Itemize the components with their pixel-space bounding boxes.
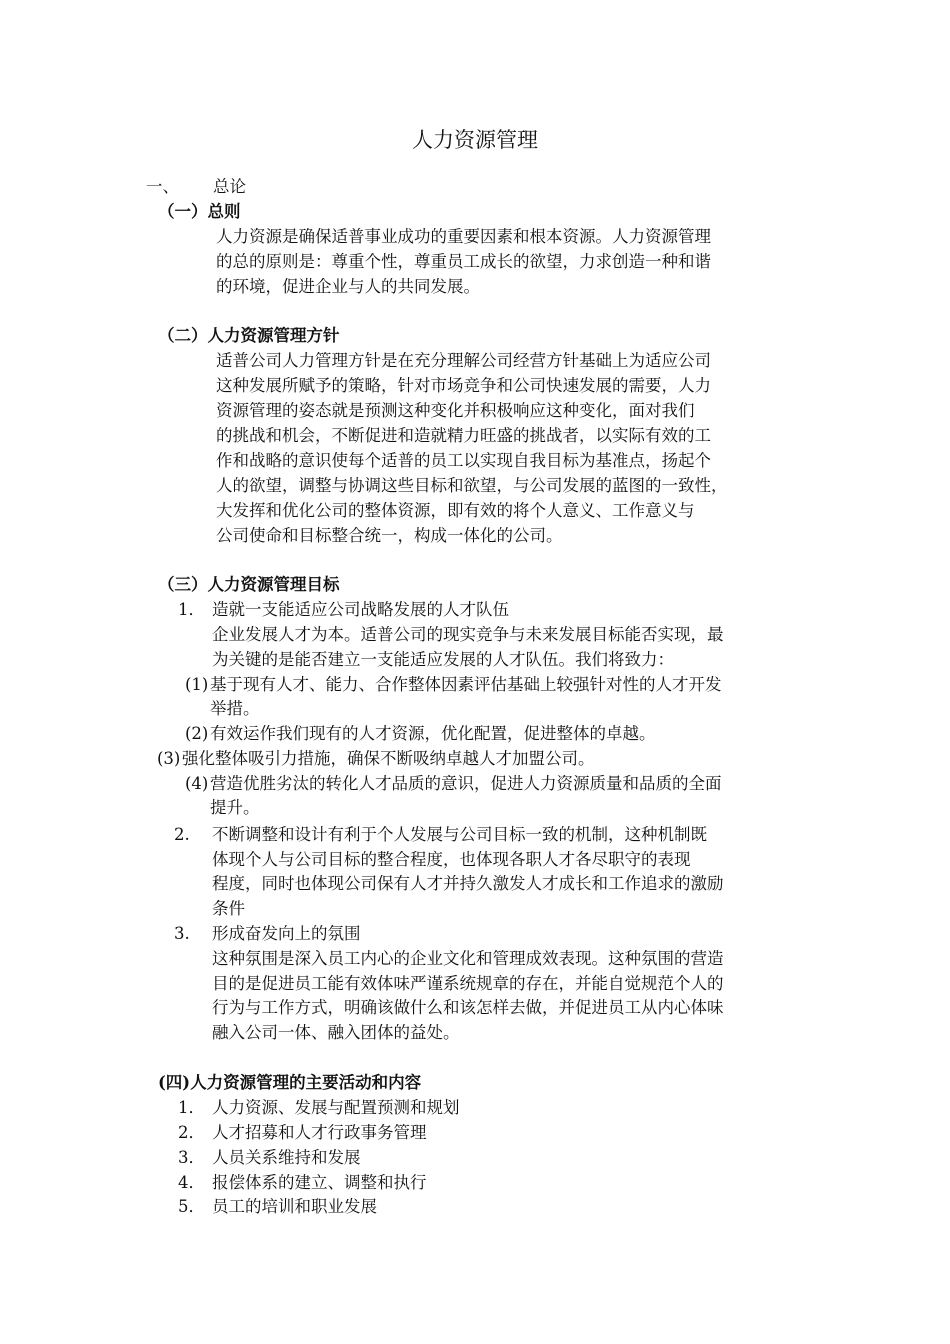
activity-4-text: 报偿体系的建立、调整和执行 [212, 1173, 427, 1192]
goal-3-line-2: 目的是促进员工能有效体味严谨系统规章的存在，并能自觉规范个人的 [212, 974, 724, 993]
policy-line-2: 这种发展所赋予的策略，针对市场竞争和公司快速发展的需要，人力 [216, 376, 711, 395]
goals-heading: （三）人力资源管理目标 [158, 575, 340, 594]
goal-1-sub-4-line-1: 营造优胜劣汰的转化人才品质的意识，促进人力资源质量和品质的全面 [210, 774, 722, 793]
activity-2-text: 人才招募和人才行政事务管理 [212, 1123, 427, 1142]
policy-line-4: 的挑战和机会，不断促进和造就精力旺盛的挑战者，以实际有效的工 [216, 426, 711, 445]
goal-1-sub-1-number: (1) [185, 675, 209, 694]
general-line-1: 人力资源是确保适普事业成功的重要因素和根本资源。人力资源管理 [216, 227, 711, 246]
activity-1-number: 1． [178, 1098, 205, 1117]
general-heading: （一）总则 [158, 202, 241, 221]
section-number: 一、 [146, 177, 179, 196]
policy-line-8: 公司使命和目标整合统一，构成一体化的公司。 [216, 526, 563, 545]
goal-1-sub-1-line-2: 举措。 [210, 699, 260, 718]
activity-1-text: 人力资源、发展与配置预测和规划 [212, 1098, 460, 1117]
policy-line-5: 作和战略的意识使每个适普的员工以实现自我目标为基准点，扬起个 [216, 451, 711, 470]
goal-2-line-2: 体现个人与公司目标的整合程度，也体现各职人才各尽职守的表现 [212, 850, 691, 869]
goal-2-number: 2. [174, 825, 190, 844]
goal-1-title: 造就一支能适应公司战略发展的人才队伍 [212, 600, 509, 619]
goal-2-line-4: 条件 [212, 899, 245, 918]
goal-1-sub-3-line-1: 强化整体吸引力措施，确保不断吸纳卓越人才加盟公司。 [182, 749, 595, 768]
goal-1-line-1: 企业发展人才为本。适普公司的现实竞争与未来发展目标能否实现，最 [212, 625, 724, 644]
goal-1-sub-4-number: (4) [185, 774, 209, 793]
activity-5-text: 员工的培训和职业发展 [212, 1197, 377, 1216]
goal-1-line-2: 为关键的是能否建立一支能适应发展的人才队伍。我们将致力： [212, 650, 674, 669]
policy-line-7: 大发挥和优化公司的整体资源，即有效的将个人意义、工作意义与 [216, 501, 695, 520]
activity-5-number: 5． [178, 1197, 205, 1216]
activities-heading: (四)人力资源管理的主要活动和内容 [158, 1073, 422, 1092]
policy-line-3: 资源管理的姿态就是预测这种变化并积极响应这种变化，面对我们 [216, 401, 695, 420]
goal-1-sub-1-line-1: 基于现有人才、能力、合作整体因素评估基础上较强针对性的人才开发 [210, 675, 722, 694]
policy-line-6: 人的欲望，调整与协调这些目标和欲望，与公司发展的蓝图的一致性， [216, 476, 728, 495]
goal-1-sub-2-number: (2) [185, 724, 209, 743]
goal-3-title: 形成奋发向上的氛围 [212, 924, 361, 943]
policy-line-1: 适普公司人力管理方针是在充分理解公司经营方针基础上为适应公司 [216, 351, 711, 370]
goal-1-sub-4-line-2: 提升。 [210, 798, 260, 817]
goal-3-number: 3. [174, 924, 190, 943]
page-title: 人力资源管理 [412, 128, 538, 152]
goal-3-line-4: 融入公司一体、融入团体的益处。 [212, 1023, 460, 1042]
activity-3-text: 人员关系维持和发展 [212, 1148, 361, 1167]
general-line-3: 的环境，促进企业与人的共同发展。 [216, 277, 480, 296]
goal-2-line-1: 不断调整和设计有利于个人发展与公司目标一致的机制，这种机制既 [212, 825, 707, 844]
activity-2-number: 2． [178, 1123, 205, 1142]
general-line-2: 的总的原则是：尊重个性，尊重员工成长的欲望，力求创造一种和谐 [216, 252, 711, 271]
policy-heading: （二）人力资源管理方针 [158, 326, 340, 345]
goal-3-line-3: 行为与工作方式，明确该做什么和该怎样去做，并促进员工从内心体味 [212, 998, 724, 1017]
section-title: 总论 [213, 177, 246, 196]
goal-1-number: 1． [178, 600, 205, 619]
activity-3-number: 3． [178, 1148, 205, 1167]
goal-1-sub-2-line-1: 有效运作我们现有的人才资源，优化配置，促进整体的卓越。 [210, 724, 656, 743]
goal-3-line-1: 这种氛围是深入员工内心的企业文化和管理成效表现。这种氛围的营造 [212, 949, 724, 968]
goal-2-line-3: 程度，同时也体现公司保有人才并持久激发人才成长和工作追求的激励 [212, 874, 724, 893]
activity-4-number: 4． [178, 1173, 205, 1192]
goal-1-sub-3-number: (3) [157, 749, 181, 768]
